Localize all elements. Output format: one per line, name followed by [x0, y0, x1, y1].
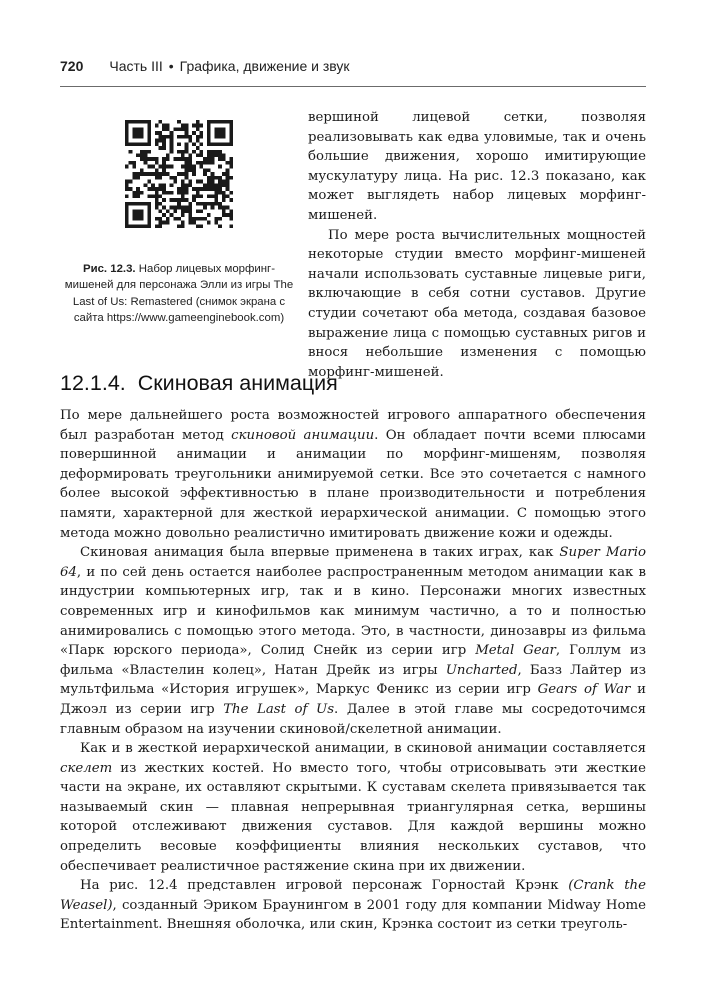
running-header [60, 58, 646, 87]
right-column-text [308, 108, 646, 382]
section-label: Графика, движение и звук [179, 58, 350, 74]
body-text [60, 406, 646, 935]
title-the-last-of-us: The Last of Us [223, 701, 335, 717]
term-skin-animation: скиновой анимации [231, 427, 375, 443]
figure-caption [60, 261, 298, 326]
section-title: Скиновая анимация [137, 371, 338, 395]
figure-label: Рис. 12.3. [82, 263, 136, 275]
title-metal-gear: Metal Gear [475, 643, 556, 659]
term-skeleton: скелет [60, 760, 113, 776]
part-label: Часть III [109, 58, 163, 74]
paragraph-3: Как и в жесткой иерархической анимации, в скиновой анимации составляется скелет из жестких костей. Но вместо того, чтобы отрисовывать эти жесткие части на экране, их оставляют скрытыми. К суставам скелета привязывается так называемый скин — плавная непрерывная триангулярная сетка, вершины которой отслеживают движения суставов. Для каждой вершины можно определить весовые коэффициенты влияния нескольких суставов, что обеспечивает реалистичное растяжение скина при их движении. [60, 741, 646, 874]
paragraph-2: Скиновая анимация была впервые применена в таких играх, как Super Mario 64, и по сей день остается наиболее распространенным методом анимации как в индустрии компьютерных игр, так и в кино. Персонажи многих известных современных игр и кинофильмов как минимум частично, а то и полностью анимировались с помощью этого метода. Это, в частности, динозавры из фильма «Парк юрского периода», Солид Снейк из серии игр Metal Gear, Голлум из фильма «Властелин колец», Натан Дрейк из игры Uncharted, Базз Лайтер из мультфильма «История игрушек», Маркус Феникс из серии игр Gears of War и Джоэл из серии игр The Last of Us. Далее в этой главе мы сосредоточимся главным образом на изучении скиновой/скелетной анимации. [60, 545, 647, 737]
section-heading [60, 371, 338, 396]
header-bullet: • [168, 58, 174, 74]
figure-12-3 [60, 110, 298, 326]
title-uncharted: Uncharted [445, 662, 518, 678]
title-gears-of-war: Gears of War [537, 682, 631, 698]
page-number: 720 [60, 58, 84, 74]
qr-code-icon [125, 120, 233, 228]
title-super-mario-64: Super Mario 64 [60, 545, 646, 580]
right-paragraph-2: По мере роста вычислительных мощностей некоторые студии вместо морфинг-мишеней начали использовать суставные лицевые риги, включающие в себя сотни суставов. Другие студии сочетают оба метода, создавая базовое выражение лица с помощью суставных ригов и внося небольшие изменения с помощью морфинг-мишеней. [308, 227, 646, 380]
right-paragraph-1: вершиной лицевой сетки, позволяя реализовывать как едва уловимые, так и очень большие движения, хорошо имитирующие мускулатуру лица. На рис. 12.3 показано, как может выглядеть набор лицевых морфинг-мишеней. [308, 110, 646, 223]
section-number: 12.1.4. [60, 371, 126, 395]
title-crank-the-weasel: (Crank the Weasel) [60, 878, 646, 913]
paragraph-4: На рис. 12.4 представлен игровой персонаж Горностай Крэнк (Crank the Weasel), созданный Эриком Браунингом в 2001 году для компании Midway Home Entertainment. Внешняя оболочка, или скин, Крэнка состоит из сетки треуголь- [60, 878, 646, 933]
figure-caption-text: Набор лицевых морфинг-мишеней для персонажа Элли из игры The Last of Us: Remastered (снимок экрана с сайта https://www.gameenginebook.com) [64, 263, 294, 324]
paragraph-1: По мере дальнейшего роста возможностей игрового аппаратного обеспечения был разработан метод скиновой анимации. Он обладает почти всеми плюсами повершинной анимации и анимации по морфинг-мишеням, позволяя деформировать треугольники анимируемой сетки. Все это сочетается с намного более высокой эффективностью в плане производительности и потребления памяти, характерной для жесткой иерархической анимации. С помощью этого метода можно довольно реалистично имитировать движение кожи и одежды. [60, 408, 647, 541]
